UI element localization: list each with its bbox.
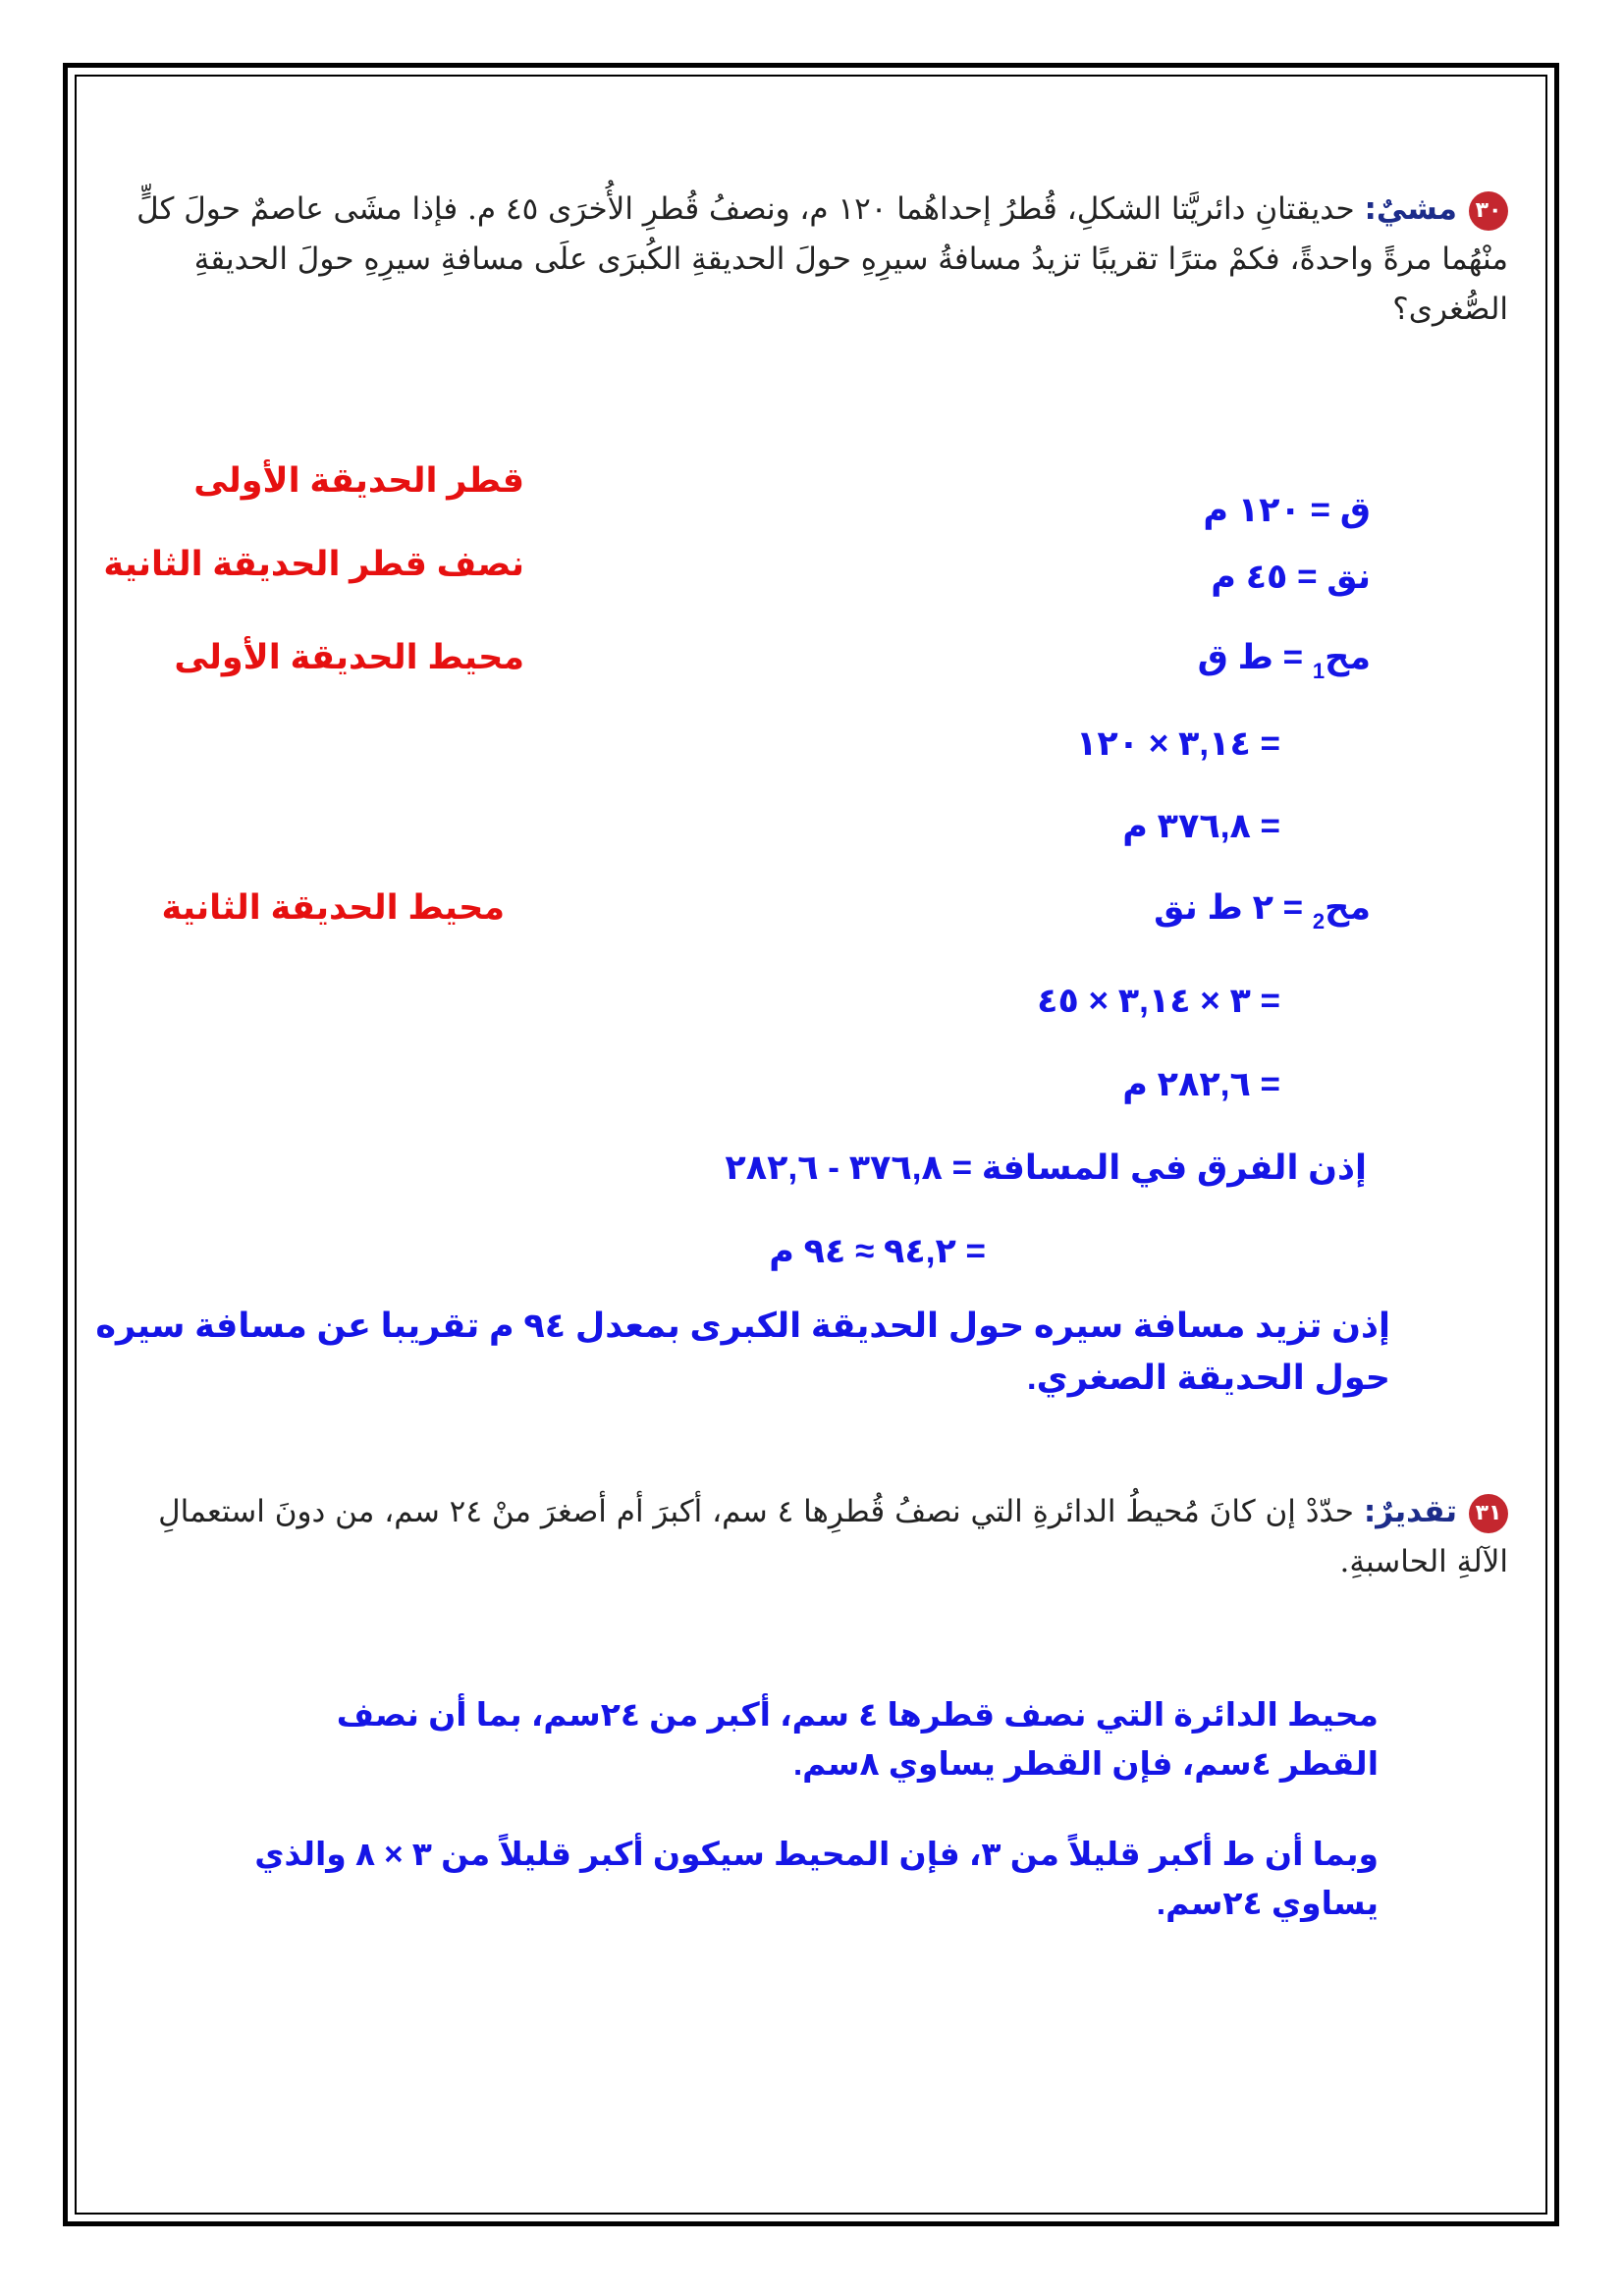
circumference-2-subscript: 2 [1312,909,1326,934]
circumference-1-formula: = ط ق [1197,638,1304,676]
line-result-1: = ٣٧٦,٨ م [1122,807,1280,845]
problem-31-text: حدّدْ إن كانَ مُحيطُ الدائرةِ التي نصفُ قُطرِها ٤ سم، أكبرَ أم أصغرَ منْ ٢٤ سم، من دونَ استعمالِ الآلةِ الحاسبةِ. [158,1494,1508,1580]
circumference-2-symbol: مح [1325,888,1371,927]
line-calc-1: = ٣,١٤ × ١٢٠ [1076,724,1280,763]
problem-30-badge: ٣٠ [1469,191,1508,231]
line-circumference-1 [1198,638,1371,684]
circumference-2-formula: = ٢ ط نق [1154,888,1304,927]
line-difference: إذن الفرق في المسافة = ٣٧٦,٨ - ٢٨٢,٦ [725,1148,1367,1187]
circumference-1-symbol: مح [1325,638,1371,676]
note-radius: نصف قطر الحديقة الثانية [103,545,524,583]
line-result-2: = ٢٨٢,٦ م [1122,1065,1280,1103]
solution-31-paragraph-1: محيط الدائرة التي نصف قطرها ٤ سم، أكبر من ٢٤سم، بما أن نصف القطر ٤سم، فإن القطر يساوي ٨سم. [336,1696,1379,1782]
problem-31-badge: ٣١ [1469,1494,1508,1533]
circumference-1-subscript: 1 [1312,659,1326,683]
note-circumference-1: محيط الحديقة الأولى [174,638,524,676]
problem-30 [114,185,1508,335]
line-diameter: ق = ١٢٠ م [1203,491,1371,529]
problem-31-keyword: تقديرٌ: [1363,1494,1457,1529]
conclusion-30: إذن تزيد مسافة سيره حول الحديقة الكبرى بمعدل ٩٤ م تقريبا عن مسافة سيره حول الحديقة الصغري. [95,1307,1390,1397]
problem-31 [114,1487,1508,1587]
note-diameter: قطر الحديقة الأولى [193,461,524,500]
problem-30-text: حديقتانِ دائريَّتا الشكلِ، قُطرُ إحداهُما ١٢٠ م، ونصفُ قُطرِ الأُخرَى ٤٥ م. فإذا مشَى عاصمٌ حولَ كلٍّ منْهُما مرةً واحدةً، فكمْ مترًا تقريبًا تزيدُ مسافةُ سيرِهِ حولَ الحديقةِ الكُبرَى علَى مسافةِ سيرِهِ حولَ الحديقةِ الصُّغرى؟ [136,191,1508,328]
line-difference-result: = ٩٤,٢ ≈ ٩٤ م [769,1232,986,1270]
problem-30-keyword: مشيٌ: [1364,191,1457,227]
note-circumference-2: محيط الحديقة الثانية [161,888,505,927]
solution-31-paragraph-2: وبما أن ط أكبر قليلاً من ٣، فإن المحيط سيكون أكبر قليلاً من ٣ × ٨ والذي يساوي ٢٤سم. [254,1836,1379,1921]
line-circumference-2 [1154,888,1371,934]
line-calc-2: = ٣ × ٣,١٤ × ٤٥ [1037,982,1280,1020]
line-radius: نق = ٤٥ م [1211,558,1371,596]
